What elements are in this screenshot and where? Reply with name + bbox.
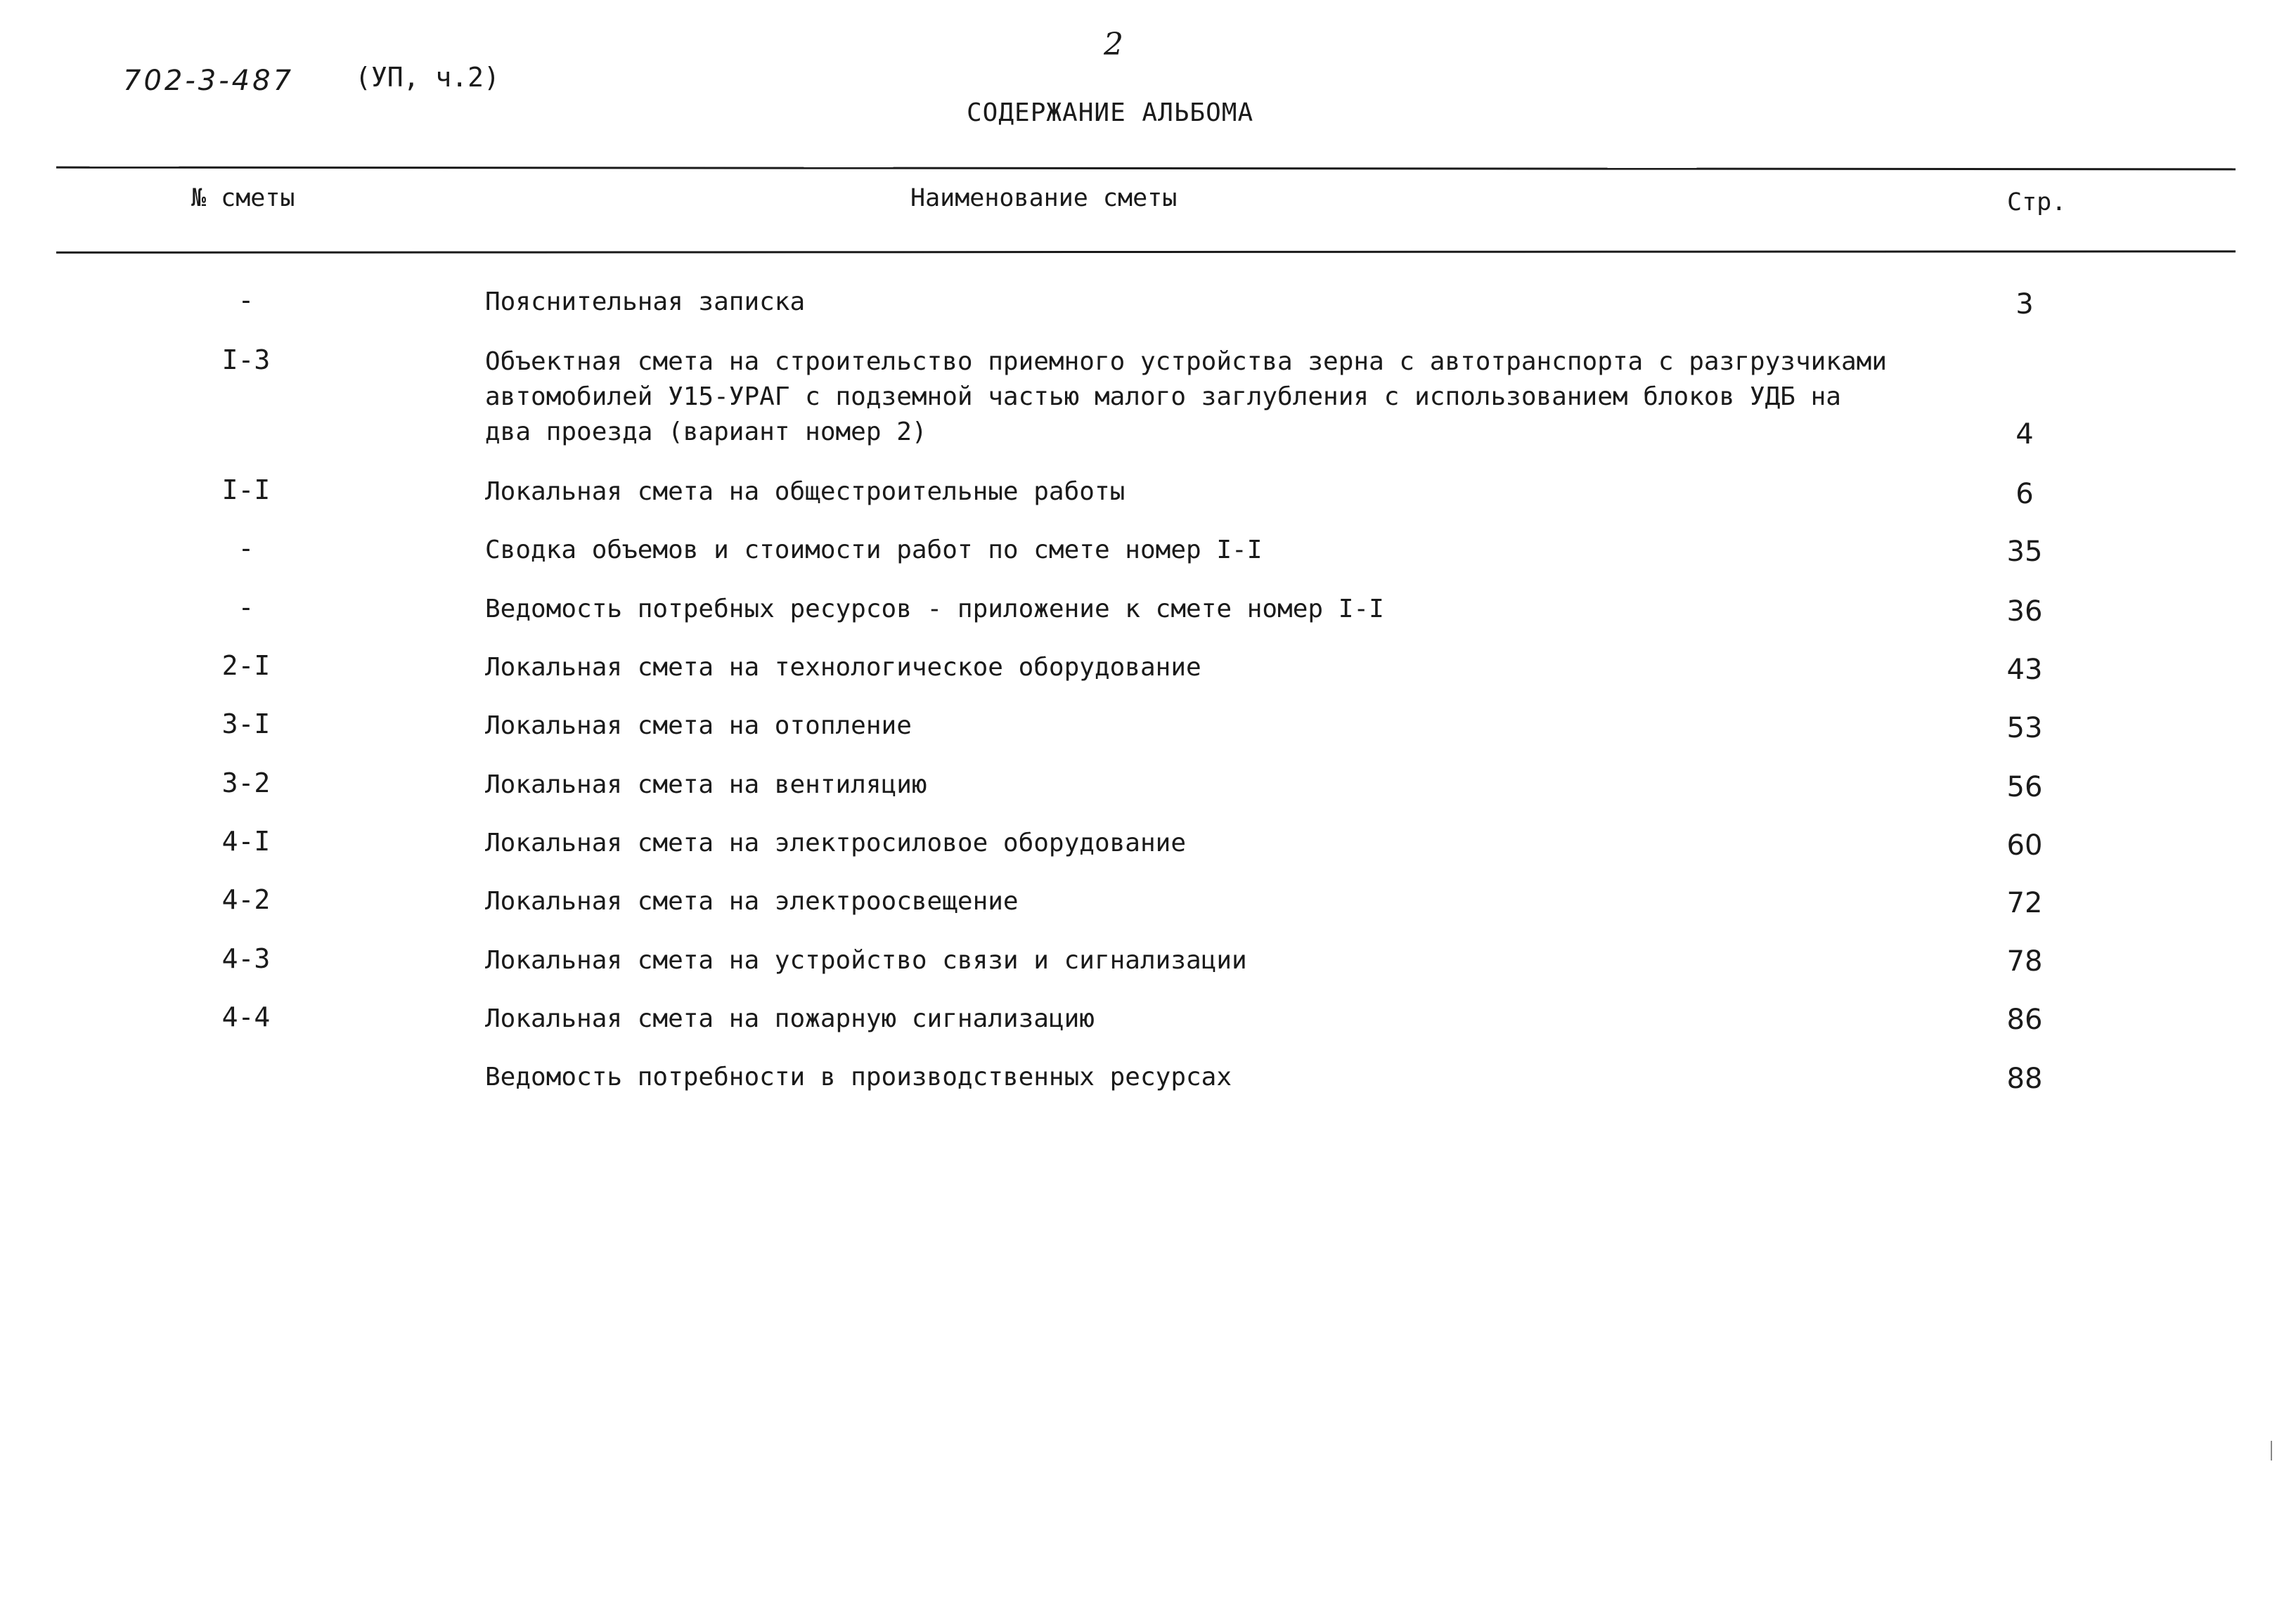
table-row bbox=[0, 943, 2296, 999]
page-ref: 3 bbox=[2016, 288, 2034, 320]
estimate-number: 2-I bbox=[221, 650, 271, 681]
page-ref: 78 bbox=[2006, 945, 2043, 978]
estimate-name: Ведомость потребных ресурсов - приложение к смете номер I-I bbox=[485, 595, 1384, 623]
estimate-name: Локальная смета на общестроительные работы bbox=[485, 477, 1126, 506]
estimate-name: Ведомость потребности в производственных ресурсах bbox=[485, 1063, 1232, 1091]
estimate-name: Сводка объемов и стоимости работ по смете номер I-I bbox=[485, 536, 1263, 564]
column-header-page: Стр. bbox=[2007, 188, 2067, 216]
estimate-number: 4-I bbox=[221, 826, 271, 857]
table-row bbox=[0, 1060, 2296, 1116]
table-header-rule bbox=[56, 250, 2236, 254]
estimate-number: 3-I bbox=[221, 708, 271, 739]
table-row bbox=[0, 592, 2296, 648]
page-ref: 4 bbox=[2016, 418, 2034, 451]
table-row bbox=[0, 767, 2296, 824]
margin-mark bbox=[2271, 1441, 2272, 1460]
page-ref: 86 bbox=[2006, 1004, 2043, 1036]
table-row bbox=[0, 474, 2296, 531]
page-ref: 6 bbox=[2016, 478, 2034, 510]
table-row bbox=[0, 1002, 2296, 1058]
estimate-name: Локальная смета на электросиловое оборудование bbox=[485, 829, 1186, 857]
page-ref: 35 bbox=[2006, 536, 2043, 568]
estimate-number: 3-2 bbox=[221, 767, 271, 798]
page-ref: 60 bbox=[2006, 829, 2043, 862]
estimate-number: - bbox=[238, 533, 254, 564]
estimate-name bbox=[485, 344, 1887, 450]
page-ref: 36 bbox=[2006, 595, 2043, 628]
estimate-name: Локальная смета на пожарную сигнализацию bbox=[485, 1004, 1095, 1033]
table-top-rule bbox=[56, 167, 2236, 171]
table-row bbox=[0, 285, 2296, 341]
table-row bbox=[0, 344, 2296, 451]
estimate-number: 4-2 bbox=[221, 884, 271, 915]
estimate-name: Локальная смета на устройство связи и сигнализации bbox=[485, 946, 1247, 975]
page-ref: 43 bbox=[2006, 654, 2043, 686]
document-part: (УП, ч.2) bbox=[355, 62, 500, 93]
document-code: 702-3-487 bbox=[123, 65, 295, 97]
page-title: СОДЕРЖАНИЕ АЛЬБОМА bbox=[967, 98, 1254, 127]
page-ref: 56 bbox=[2006, 771, 2043, 803]
estimate-name-line: автомобилей У15-УРАГ с подземной частью малого заглубления с использованием блоков УДБ на bbox=[485, 382, 1841, 411]
estimate-number: 4-3 bbox=[221, 943, 271, 974]
page-ref: 53 bbox=[2006, 712, 2043, 744]
estimate-number: - bbox=[238, 285, 254, 316]
column-header-name: Наименование сметы bbox=[910, 184, 1178, 212]
table-row bbox=[0, 533, 2296, 589]
estimate-name: Локальная смета на отопление bbox=[485, 711, 912, 740]
page-number: 2 bbox=[1104, 27, 1123, 63]
estimate-name: Локальная смета на технологическое оборудование bbox=[485, 653, 1201, 682]
page-ref: 72 bbox=[2006, 887, 2043, 919]
estimate-number: I-3 bbox=[221, 344, 271, 375]
estimate-number: 4-4 bbox=[221, 1002, 271, 1032]
estimate-name: Пояснительная записка bbox=[485, 287, 806, 316]
estimate-name-line: Объектная смета на строительство приемного устройства зерна с автотранспорта с разгрузчиками bbox=[485, 347, 1887, 376]
table-row bbox=[0, 708, 2296, 765]
estimate-number: - bbox=[238, 592, 254, 623]
estimate-name: Локальная смета на вентиляцию bbox=[485, 770, 927, 799]
estimate-number: I-I bbox=[221, 474, 271, 505]
column-header-number: № сметы bbox=[191, 184, 295, 212]
table-row bbox=[0, 650, 2296, 706]
table-row bbox=[0, 826, 2296, 882]
estimate-name-line: два проезда (вариант номер 2) bbox=[485, 417, 927, 446]
estimate-name: Локальная смета на электроосвещение bbox=[485, 887, 1019, 916]
table-row bbox=[0, 884, 2296, 940]
page-ref: 88 bbox=[2006, 1063, 2043, 1095]
